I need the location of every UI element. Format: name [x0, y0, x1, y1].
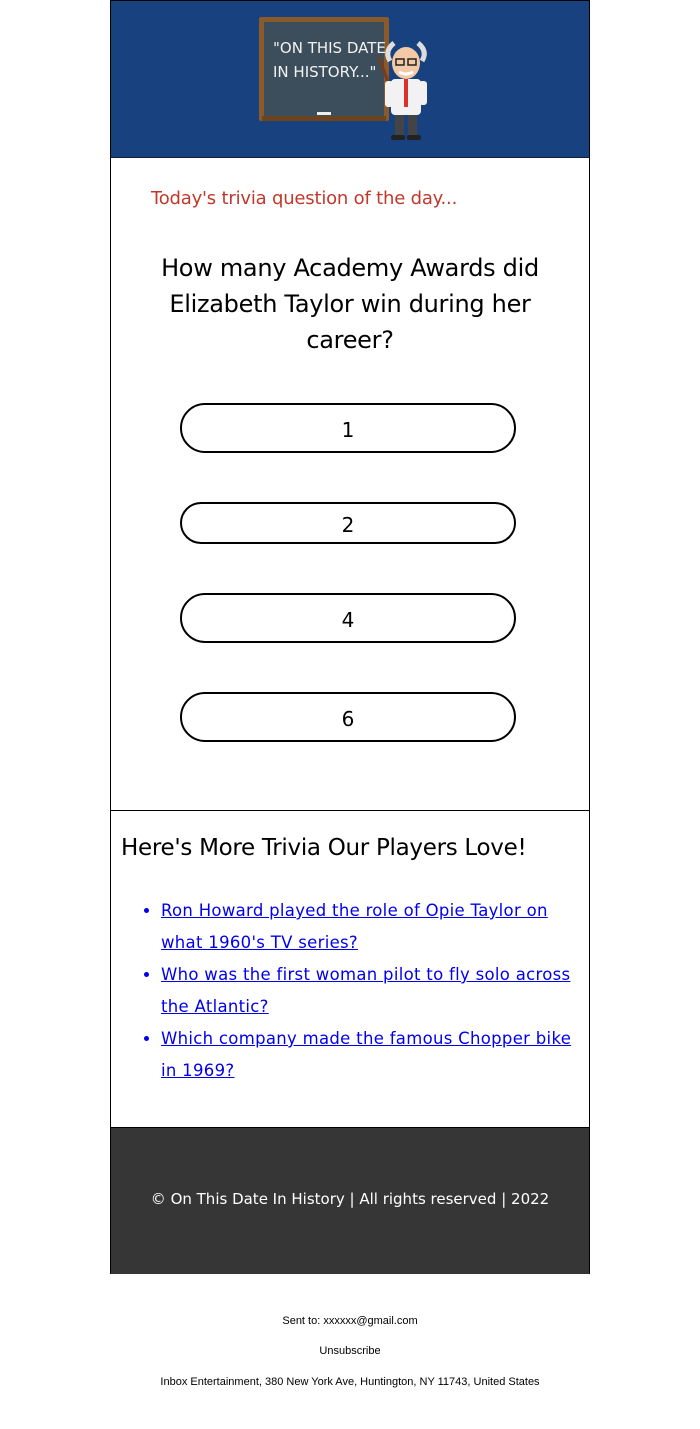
list-item [161, 895, 591, 959]
trivia-link-chopper-bike[interactable]: Which company made the famous Chopper bike in 1969? [161, 1029, 572, 1080]
trivia-link-woman-pilot[interactable]: Who was the first woman pilot to fly solo across the Atlantic? [161, 965, 571, 1016]
more-trivia-list [141, 895, 591, 1087]
more-trivia-title: Here's More Trivia Our Players Love! [121, 835, 527, 861]
list-item [161, 959, 591, 1023]
on-this-date-logo [259, 17, 441, 143]
question-section [111, 158, 589, 811]
svg-text:IN HISTORY...": IN HISTORY..." [273, 63, 377, 81]
answer-button-2[interactable]: 2 [180, 502, 516, 544]
answer-button-4[interactable]: 4 [180, 593, 516, 643]
copyright-text: © On This Date In History | All rights reserved | 2022 [150, 1190, 550, 1208]
answer-button-6[interactable]: 6 [180, 692, 516, 742]
list-item [161, 1023, 591, 1087]
more-trivia-section [111, 811, 589, 1128]
trivia-question: How many Academy Awards did Elizabeth Taylor win during her career? [161, 254, 539, 354]
unsubscribe-link[interactable]: Unsubscribe [319, 1345, 381, 1357]
header-banner [111, 1, 589, 158]
trivia-intro: Today's trivia question of the day... [151, 188, 458, 209]
trivia-link-ron-howard[interactable]: Ron Howard played the role of Opie Taylor on what 1960's TV series? [161, 901, 548, 952]
footer [111, 1128, 589, 1274]
svg-text:"ON THIS DATE: "ON THIS DATE [273, 39, 386, 57]
sender-address: Inbox Entertainment, 380 New York Ave, Huntington, NY 11743, United States [160, 1376, 540, 1388]
email-card [110, 0, 590, 1274]
unsubscribe-container [0, 1345, 700, 1357]
sent-to-text: Sent to: xxxxxx@gmail.com [282, 1315, 418, 1327]
answer-button-1[interactable]: 1 [180, 403, 516, 453]
